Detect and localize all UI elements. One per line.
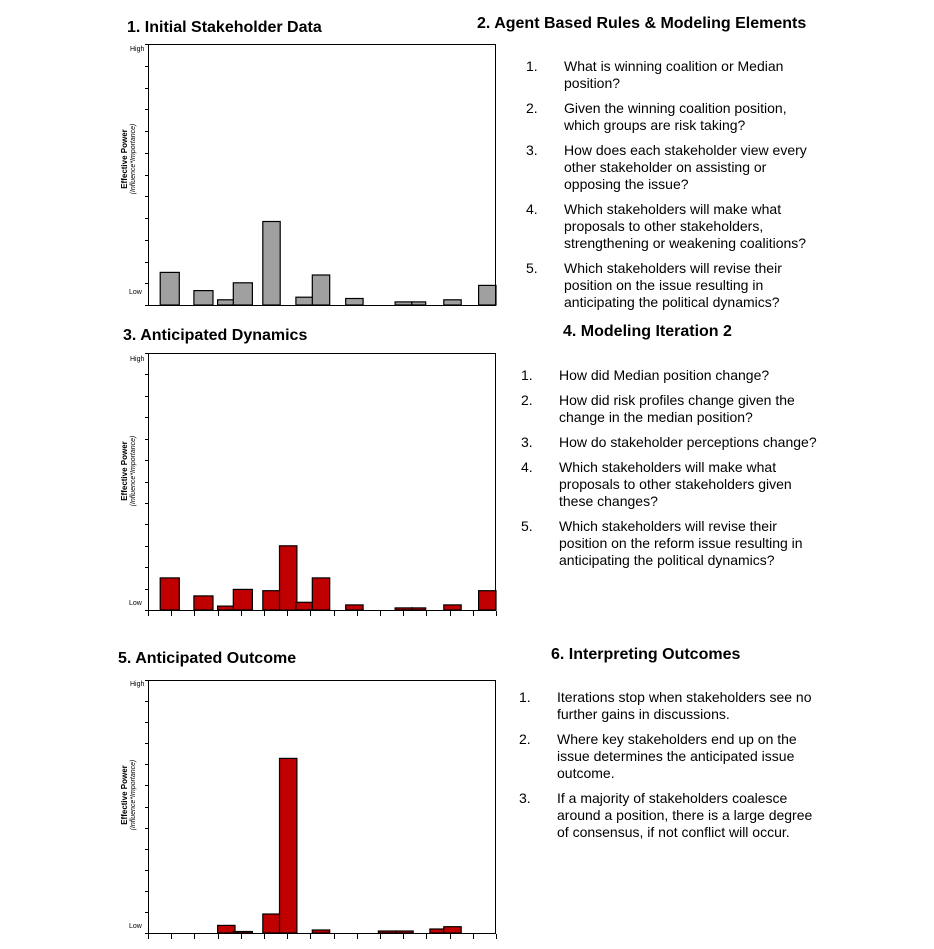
- bar: [194, 291, 213, 305]
- bar: [312, 578, 329, 610]
- list-item: [526, 100, 818, 134]
- list-item-number: 3.: [519, 790, 531, 806]
- agent-rules-title: 2. Agent Based Rules & Modeling Elements: [477, 15, 807, 32]
- bar: [412, 302, 426, 305]
- bar: [296, 602, 313, 610]
- initial-data-title: 1. Initial Stakeholder Data: [127, 19, 322, 36]
- chart-initial-stakeholder: [148, 44, 496, 306]
- list-item-number: 2.: [519, 731, 531, 747]
- chart1-y-axis-title: [120, 94, 138, 224]
- list-item-number: 4.: [526, 201, 538, 217]
- chart3-y-axis-label: Effective Power: [120, 765, 129, 825]
- bar: [395, 302, 412, 305]
- chart3-low-label: Low: [129, 923, 142, 930]
- bar: [346, 605, 363, 610]
- bar: [218, 925, 235, 933]
- plot-frame: [149, 45, 496, 306]
- chart-anticipated-dynamics: [148, 353, 496, 619]
- chart2-high-label: High: [130, 356, 145, 363]
- bar: [412, 608, 426, 610]
- bar: [280, 546, 297, 610]
- list-item-text: Which stakeholders will revise their position on the reform issue resulting in anticipating the political dynamics?: [559, 518, 803, 568]
- list-item: [526, 201, 818, 252]
- list-item-text: Where key stakeholders end up on the issue determines the anticipated issue outcome.: [557, 731, 797, 781]
- bar: [444, 300, 461, 305]
- list-item-text: What is winning coalition or Median position?: [564, 58, 784, 91]
- bar: [160, 578, 179, 610]
- chart1-y-axis-label: Effective Power: [120, 129, 129, 189]
- dynamics-title: 3. Anticipated Dynamics: [123, 327, 308, 344]
- iteration-title: 4. Modeling Iteration 2: [563, 323, 732, 340]
- plot-frame: [149, 354, 496, 611]
- list-item: [526, 58, 818, 92]
- chart2-low-label: Low: [129, 600, 142, 607]
- list-item: [519, 689, 819, 723]
- bar: [312, 930, 329, 933]
- bar: [263, 591, 280, 610]
- bar: [296, 297, 313, 305]
- bar: [444, 927, 461, 933]
- chart2-y-axis-title: [120, 406, 138, 536]
- bar: [218, 300, 235, 305]
- bar: [233, 932, 252, 934]
- bar: [233, 283, 252, 305]
- list-item-number: 1.: [519, 689, 531, 705]
- list-item-number: 5.: [521, 518, 533, 534]
- agent-rules-list: [526, 58, 818, 319]
- bar: [430, 929, 444, 933]
- chart3-y-axis-title: [120, 730, 138, 860]
- bar: [280, 758, 297, 933]
- list-item-number: 3.: [526, 142, 538, 158]
- bar: [378, 931, 395, 933]
- list-item-text: How did risk profiles change given the change in the median position?: [559, 392, 795, 425]
- list-item-number: 1.: [526, 58, 538, 74]
- list-item-text: If a majority of stakeholders coalesce around a position, there is a large degree of consensus, if not conflict will occur.: [557, 790, 813, 840]
- chart-anticipated-outcome: [148, 680, 496, 942]
- list-item-text: Which stakeholders will make what proposals to other stakeholders, strengthening or weakening coalitions?: [564, 201, 807, 251]
- list-item-text: How did Median position change?: [559, 367, 770, 383]
- bar: [263, 222, 280, 306]
- list-item: [521, 518, 821, 569]
- chart3-high-label: High: [130, 681, 145, 688]
- chart1-y-axis-sublabel: (Influence*Importance): [130, 123, 137, 195]
- list-item: [526, 142, 818, 193]
- list-item: [519, 790, 819, 841]
- chart1-low-label: Low: [129, 289, 142, 296]
- bar: [160, 272, 179, 305]
- list-item-text: Which stakeholders will make what proposals to other stakeholders given these changes?: [559, 459, 792, 509]
- bar: [444, 605, 461, 610]
- list-item-number: 5.: [526, 260, 538, 276]
- chart3-y-axis-sublabel: (Influence*Importance): [130, 759, 137, 831]
- list-item: [526, 260, 818, 311]
- bar: [346, 299, 363, 306]
- list-item-number: 2.: [521, 392, 533, 408]
- interpreting-title: 6. Interpreting Outcomes: [551, 646, 741, 663]
- bar: [263, 914, 280, 933]
- list-item-number: 2.: [526, 100, 538, 116]
- chart2-y-axis-label: Effective Power: [120, 441, 129, 501]
- list-item-text: Which stakeholders will revise their position on the issue resulting in anticipating the political dynamics?: [564, 260, 782, 310]
- iteration-questions-list: [521, 367, 821, 577]
- bar: [194, 596, 213, 610]
- bar: [218, 606, 235, 610]
- outcome-title: 5. Anticipated Outcome: [118, 650, 297, 667]
- list-item: [521, 367, 821, 384]
- list-item: [519, 731, 819, 782]
- plot-frame: [149, 681, 496, 934]
- bar: [396, 931, 413, 933]
- list-item-number: 4.: [521, 459, 533, 475]
- list-item-number: 3.: [521, 434, 533, 450]
- list-item-text: Given the winning coalition position, which groups are risk taking?: [564, 100, 787, 133]
- bar: [479, 591, 496, 610]
- chart2-y-axis-sublabel: (Influence*Importance): [130, 435, 137, 507]
- list-item-number: 1.: [521, 367, 533, 383]
- chart1-high-label: High: [130, 46, 145, 53]
- list-item: [521, 434, 821, 451]
- list-item: [521, 392, 821, 426]
- bar: [312, 275, 329, 305]
- list-item: [521, 459, 821, 510]
- bar: [395, 608, 412, 610]
- list-item-text: How does each stakeholder view every other stakeholder on assisting or opposing the issue?: [564, 142, 807, 192]
- bar: [479, 285, 496, 305]
- list-item-text: Iterations stop when stakeholders see no further gains in discussions.: [557, 689, 812, 722]
- interpreting-outcomes-list: [519, 689, 819, 849]
- list-item-text: How do stakeholder perceptions change?: [559, 434, 817, 450]
- bar: [233, 589, 252, 610]
